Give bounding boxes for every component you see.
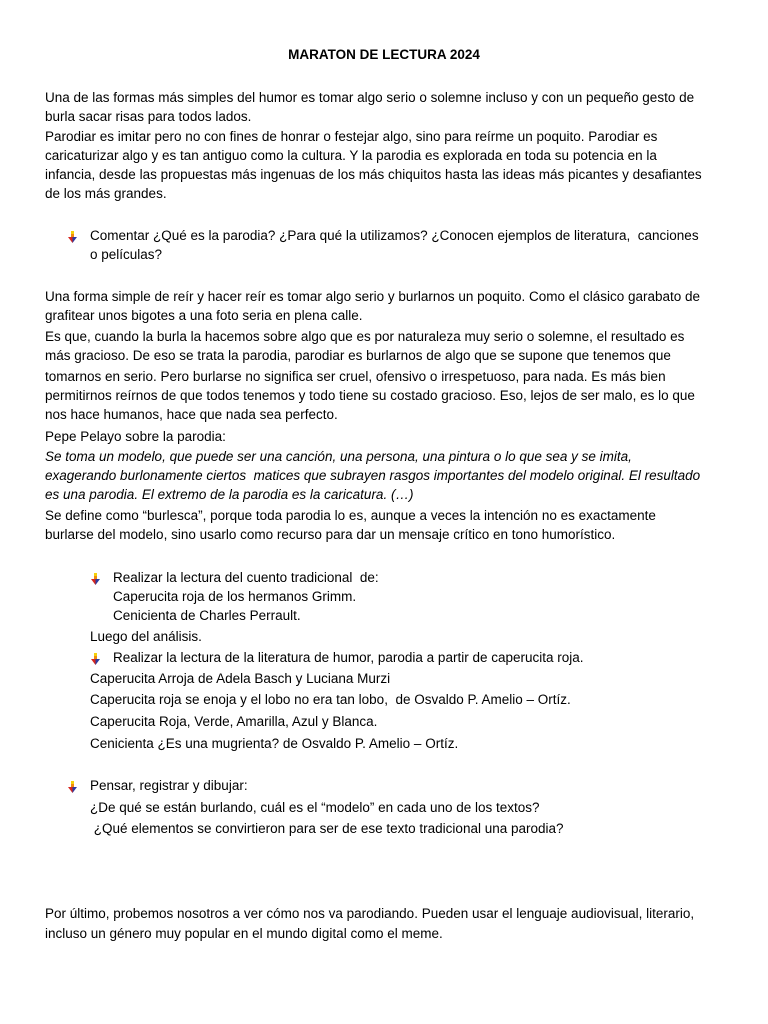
burlesca-line: Se define como “burlesca”, porque toda parodia lo es, aunque a veces la intención no es exactamente [45,508,656,523]
after-analysis-text: Luego del análisis. [90,629,202,644]
intro-line: Una de las formas más simples del humor es tomar algo serio o solemne incluso y con un pequeño gesto de [45,90,695,105]
activity-label: Pensar, registrar y dibujar: [90,778,248,793]
intro-line: Parodiar es imitar pero no con fines de honrar o festejar algo, sino para reírme un poquito. Parodiar es [45,129,658,144]
reading-item: Cenicienta ¿Es una mugrienta? de Osvaldo P. Amelio – Ortíz. [90,736,459,751]
discussion-line: o películas? [90,247,163,262]
intro-line: de los más grandes. [45,186,167,201]
body-line: grafitear unos bigotes a una foto seria en plena calle. [45,308,363,323]
body-line: tomarnos en serio. Pero burlarse no significa ser cruel, ofensivo o irrespetuoso, para nada. Es más bien [45,369,666,384]
quote-line: exagerando burlonamente ciertos matices que subrayen rasgos importantes del modelo original. El resultado [45,468,701,483]
reading-item: Caperucita roja de los hermanos Grimm. [113,589,357,604]
intro-line: infancia, desde las propuestas más ingenuas de los más chiquitos hasta las ideas más picantes y desafiantes [45,167,702,182]
bullet-arrow-icon [91,653,100,665]
quote-line: Se toma un modelo, que puede ser una canción, una persona, una pintura o lo que sea y se imita, [45,449,632,464]
body-line: permitirnos reírnos de que todos tenemos y todo tiene su costado gracioso. Eso, lejos de ser malo, es lo que [45,388,695,403]
body-line: más gracioso. De eso se trata la parodia, parodiar es burlarnos de algo que se supone que tenemos que [45,348,671,363]
body-line: Una forma simple de reír y hacer reír es tomar algo serio y burlarnos un poquito. Como el clásico garabato de [45,289,701,304]
reflection-question: ¿Qué elementos se convirtieron para ser de ese texto tradicional una parodia? [90,821,564,836]
body-line: Es que, cuando la burla la hacemos sobre algo que es por naturaleza muy serio o solemne, el resultado es [45,329,685,344]
quote-attribution: Pepe Pelayo sobre la parodia: [45,429,226,444]
discussion-line: Comentar ¿Qué es la parodia? ¿Para qué la utilizamos? ¿Conocen ejemplos de literatura, canciones [90,228,699,243]
reading-item: Caperucita Roja, Verde, Amarilla, Azul y Blanca. [90,714,378,729]
bullet-arrow-icon [91,573,100,585]
intro-line: caricaturizar algo y es tan antiguo como la cultura. Y la parodia es explorada en toda su potencia en la [45,148,657,163]
quote-line: es una parodia. El extremo de la parodia es la caricatura. (…) [45,487,414,502]
activity-label: Realizar la lectura del cuento tradicional de: [113,570,379,585]
reflection-question: ¿De qué se están burlando, cuál es el “modelo” en cada uno de los textos? [90,800,540,815]
closing-line: incluso un género muy popular en el mundo digital como el meme. [45,926,443,941]
reading-item: Cenicienta de Charles Perrault. [113,608,301,623]
reading-item: Caperucita Arroja de Adela Basch y Luciana Murzi [90,671,391,686]
bullet-arrow-icon [68,231,77,243]
body-line: nos hace humanos, hace que nada sea perfecto. [45,407,338,422]
document-title: MARATON DE LECTURA 2024 [288,47,480,62]
bullet-arrow-icon [68,781,77,793]
intro-line: burla sacar risas para todos lados. [45,109,252,124]
burlesca-line: burlarse del modelo, sino usarlo como recurso para dar un mensaje crítico en tono humorístico. [45,527,616,542]
reading-item: Caperucita roja se enoja y el lobo no era tan lobo, de Osvaldo P. Amelio – Ortíz. [90,692,571,707]
closing-line: Por último, probemos nosotros a ver cómo nos va parodiando. Pueden usar el lenguaje audiovisual, literario, [45,906,695,921]
activity-label: Realizar la lectura de la literatura de humor, parodia a partir de caperucita roja. [113,650,584,665]
